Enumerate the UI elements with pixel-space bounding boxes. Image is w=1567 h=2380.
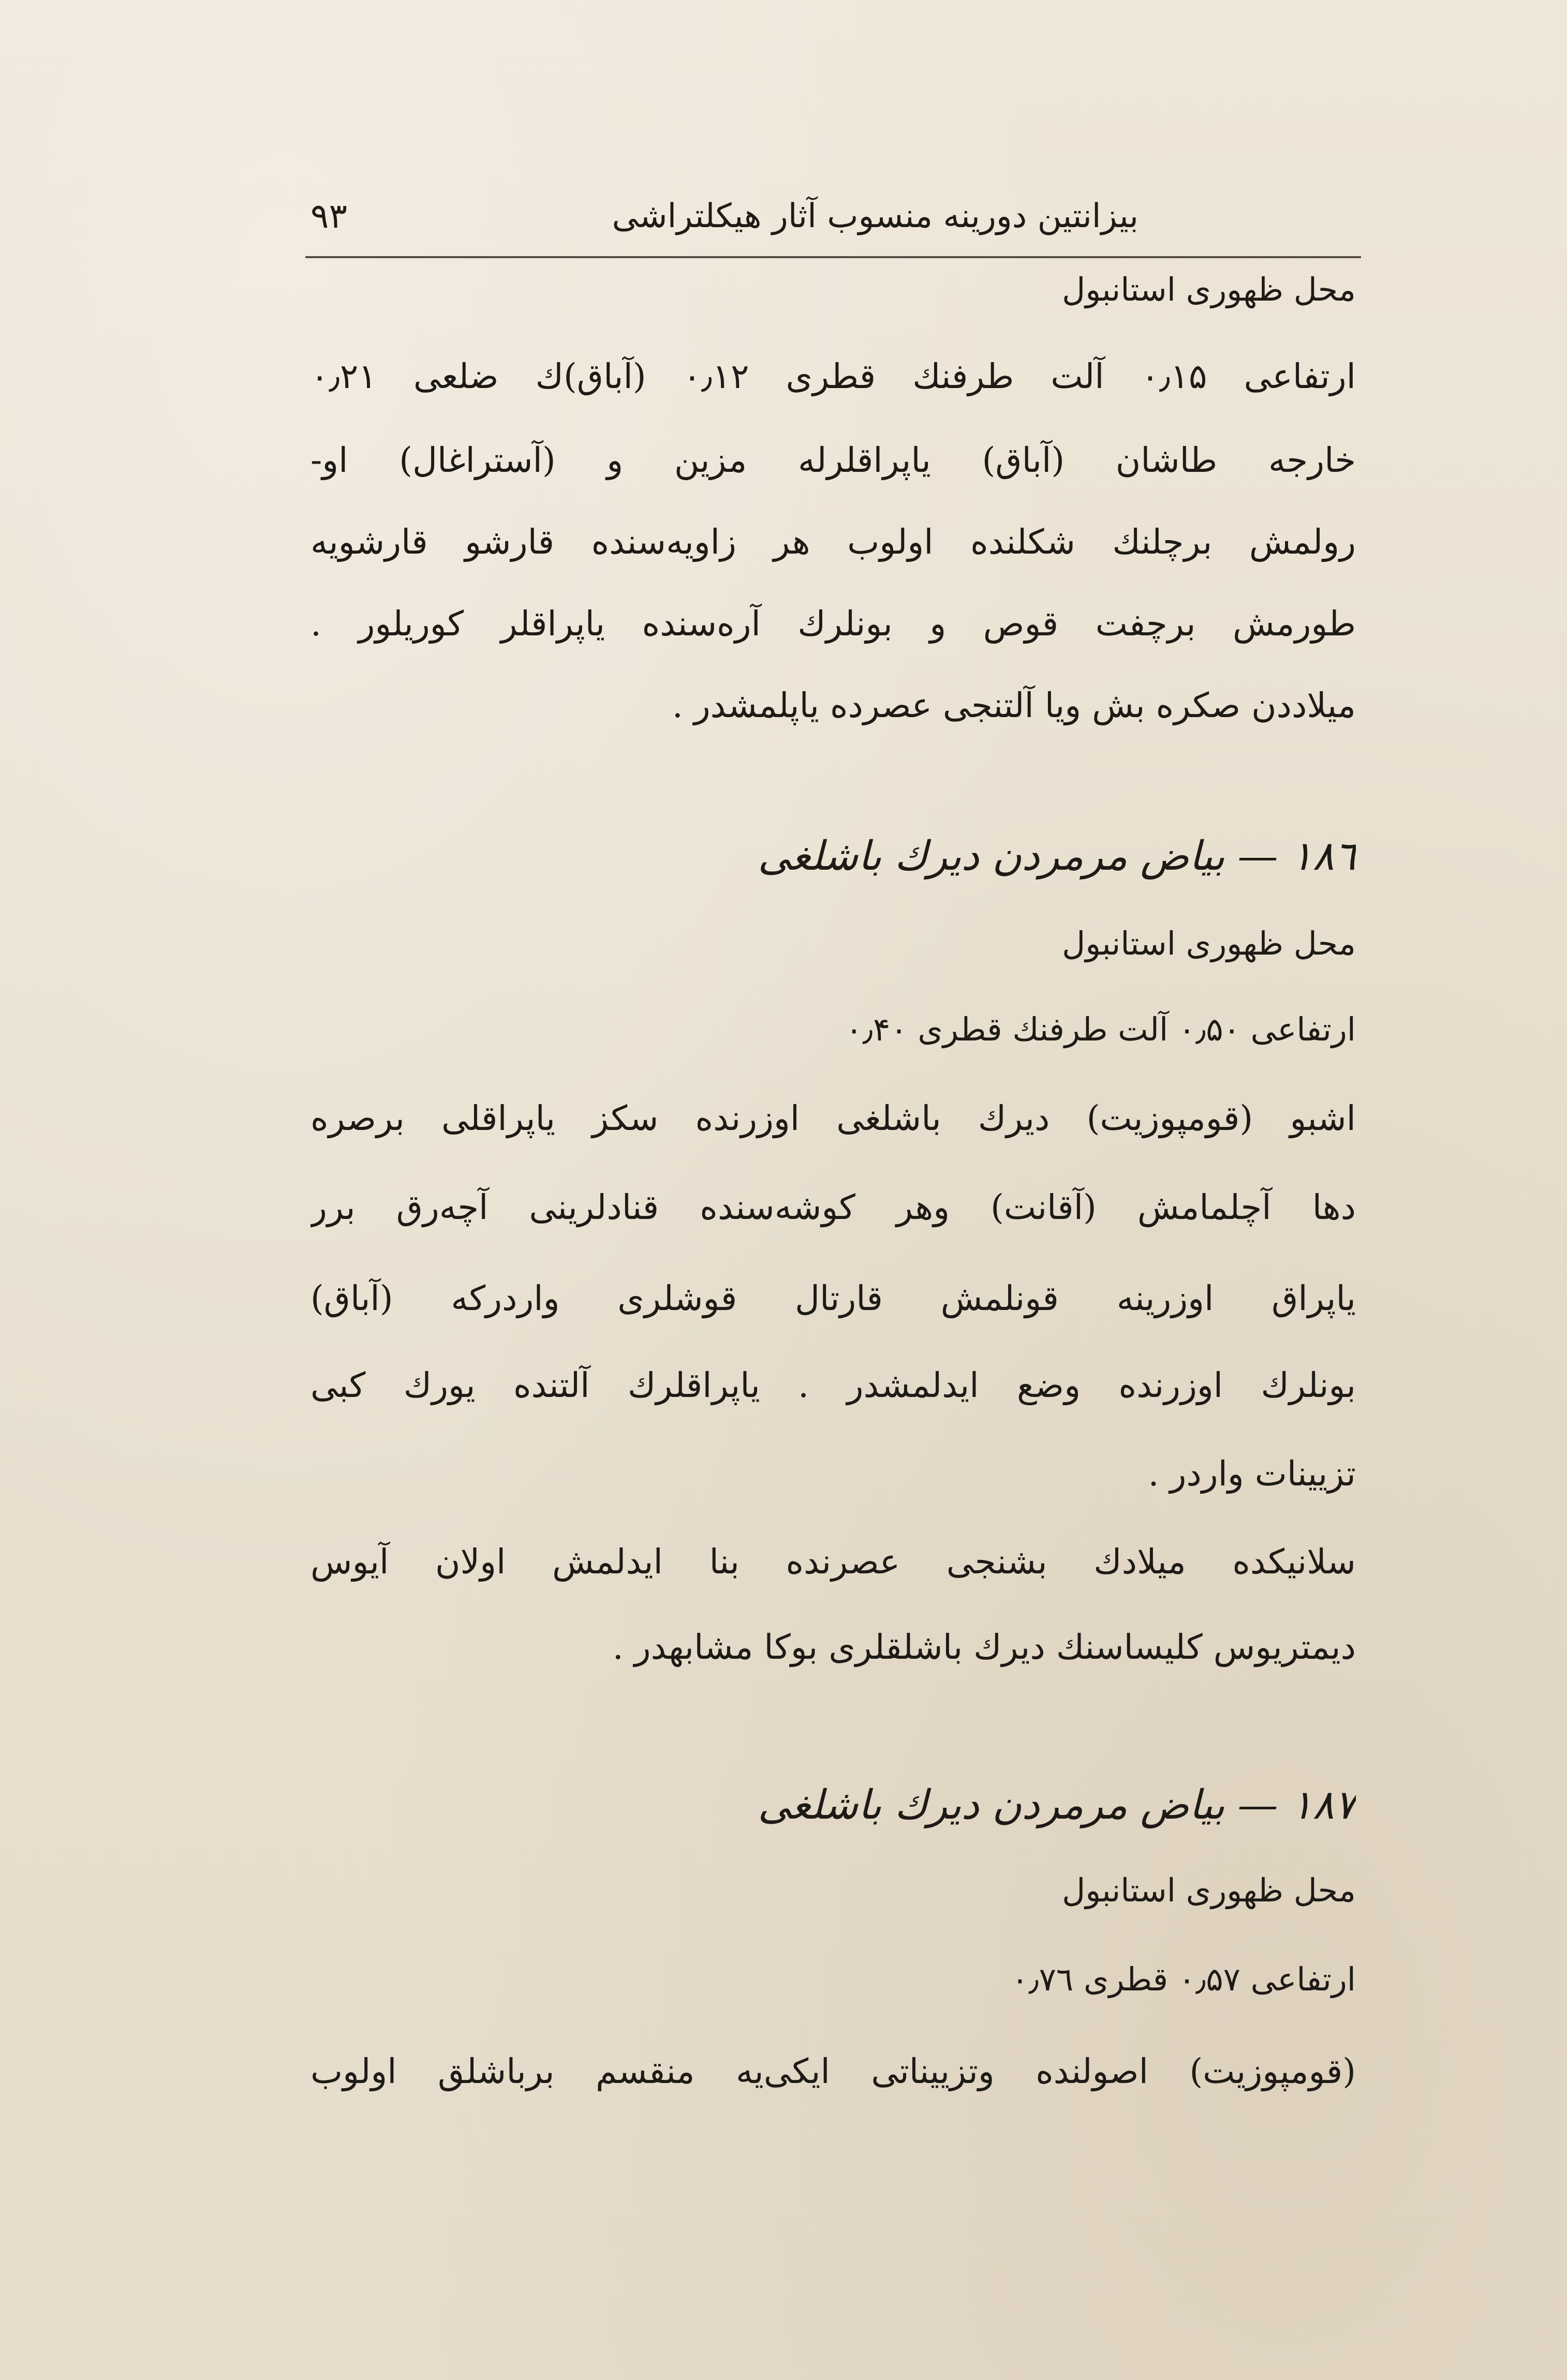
previous-entry-continuation	[311, 266, 1356, 729]
dimensions-line: ارتفاعی ۰٫۵۷ قطری ۰٫۷٦	[1011, 1960, 1356, 1998]
page-body	[311, 266, 1356, 2095]
text-line: سلانیكده میلادك بشنجی عصرنده بنا ایدلمش اولان آیوس	[311, 1542, 1356, 1582]
text-line: یاپراق اوزرینه قونلمش قارتال قوشلری واردركه (آباق)	[311, 1278, 1356, 1318]
entry-heading: ١٨٦ — بیاض مرمردن دیرك باشلغی	[758, 833, 1356, 880]
text-line: دها آچلمامش (آقانت) وهر كوشه‌سنده قنادلرینی آچه‌رق برر	[311, 1187, 1356, 1227]
text-line: خارجه طاشان (آباق) یاپراقلرله مزین و (آستراغال) او-	[311, 440, 1356, 480]
header-rule	[305, 256, 1361, 258]
text-line: (قومپوزیت) اصولنده وتزییناتی ایكی‌یه منقسم برباشلق اولوب	[311, 2051, 1356, 2091]
location-line: محل ظهوری استانبول	[1062, 1871, 1356, 1909]
location-line: محل ظهوری استانبول	[1062, 925, 1356, 962]
entry-187	[311, 1779, 1356, 2095]
entry-heading: ١٨٧ — بیاض مرمردن دیرك باشلغی	[758, 1782, 1356, 1828]
dimensions-line: ارتفاعی ۰٫۵۰ آلت طرفنك قطری ۰٫۴۰	[845, 1010, 1356, 1048]
text-line: طورمش برچفت قوص و بونلرك آره‌سنده یاپراقلر كوریلور .	[311, 604, 1356, 644]
text-line: دیمتریوس كلیساسنك دیرك باشلقلری بوكا مشابهدر .	[612, 1627, 1356, 1667]
location-line: محل ظهوری استانبول	[1062, 271, 1356, 308]
text-line: میلاددن صكره بش ویا آلتنجی عصرده یاپلمشدر .	[672, 686, 1356, 725]
text-line: تزیینات واردر .	[1148, 1454, 1356, 1494]
running-header	[311, 184, 1139, 261]
page-number: ۹۳	[311, 196, 347, 236]
text-line: بونلرك اوزرنده وضع ایدلمشدر . یاپراقلرك آلتنده یورك كبی	[311, 1365, 1356, 1405]
text-line: رولمش برچلنك شكلنده اولوب هر زاویه‌سنده قارشو قارشویه	[311, 522, 1356, 562]
entry-186	[311, 830, 1356, 1671]
text-line: ارتفاعی ۰٫۱۵ آلت طرفنك قطری ۰٫۱۲ (آباق)ك ضلعی ۰٫۲۱	[311, 356, 1356, 396]
header-title: بیزانتین دورینه منسوب آثار هیکلتراشی	[612, 197, 1139, 235]
text-line: اشبو (قومپوزیت) دیرك باشلغی اوزرنده سكز یاپراقلی برصره	[311, 1098, 1356, 1138]
